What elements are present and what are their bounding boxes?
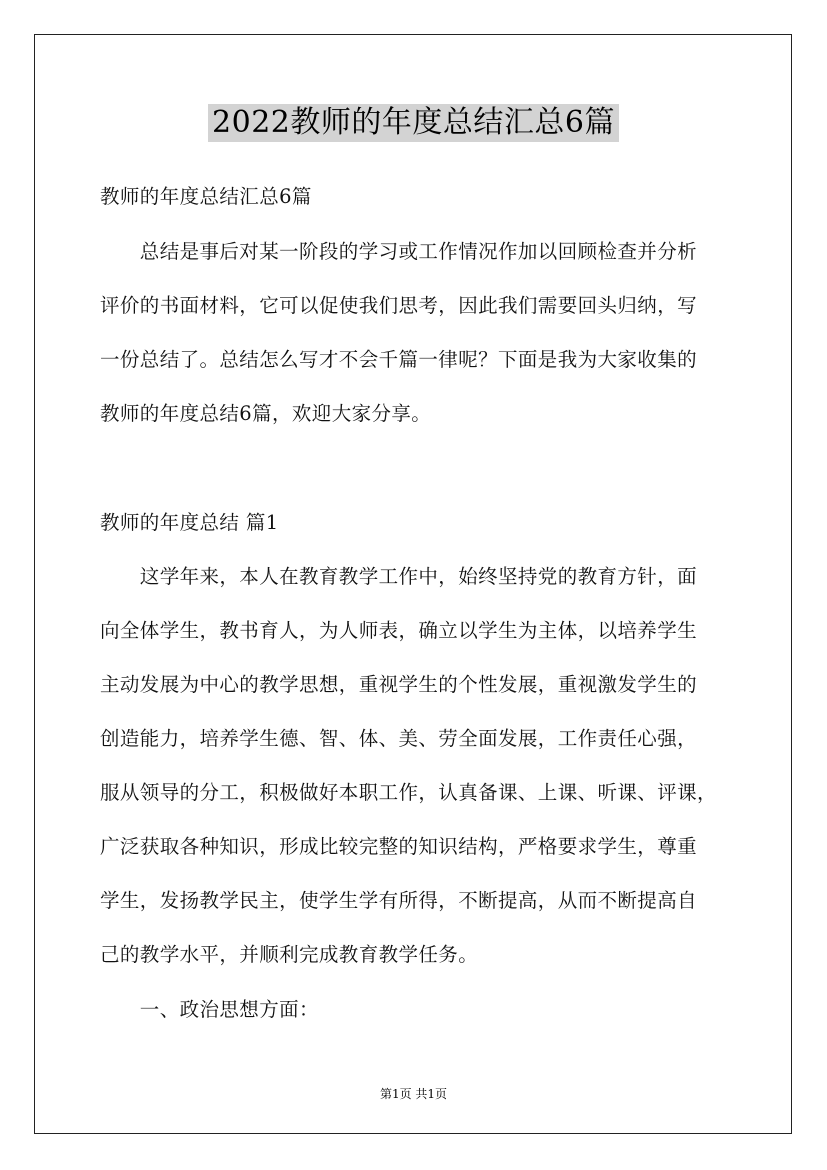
body-line: 广泛获取各种知识，形成比较完整的知识结构，严格要求学生，尊重	[100, 835, 698, 858]
page-footer: 第1页 共1页	[379, 1087, 448, 1101]
document-title: 2022教师的年度总结汇总6篇	[208, 104, 619, 142]
body-line: 创造能力，培养学生德、智、体、美、劳全面发展，工作责任心强，	[100, 727, 698, 750]
intro-line: 评价的书面材料，它可以促使我们思考，因此我们需要回头归纳，写	[100, 294, 698, 317]
title-wrap	[0, 104, 827, 142]
intro-line: 一份总结了。总结怎么写才不会千篇一律呢？下面是我为大家收集的	[100, 348, 698, 371]
body-line: 向全体学生，教书育人，为人师表，确立以学生为主体，以培养学生	[100, 619, 698, 642]
body-line: 服从领导的分工，积极做好本职工作，认真备课、上课、听课、评课，	[100, 781, 717, 804]
body-line: 主动发展为中心的教学思想，重视学生的个性发展，重视激发学生的	[100, 673, 698, 696]
subheading: 一、政治思想方面：	[100, 998, 319, 1021]
intro-line: 总结是事后对某一阶段的学习或工作情况作加以回顾检查并分析	[100, 240, 698, 263]
body-line: 学生，发扬教学民主，使学生学有所得，不断提高，从而不断提高自	[100, 889, 698, 912]
intro-line: 教师的年度总结6篇，欢迎大家分享。	[100, 402, 432, 425]
body-line: 这学年来，本人在教育教学工作中，始终坚持党的教育方针，面	[100, 565, 698, 588]
subtitle: 教师的年度总结汇总6篇	[100, 185, 312, 208]
section-heading: 教师的年度总结 篇1	[100, 511, 279, 534]
body-line: 己的教学水平，并顺利完成教育教学任务。	[100, 943, 479, 966]
